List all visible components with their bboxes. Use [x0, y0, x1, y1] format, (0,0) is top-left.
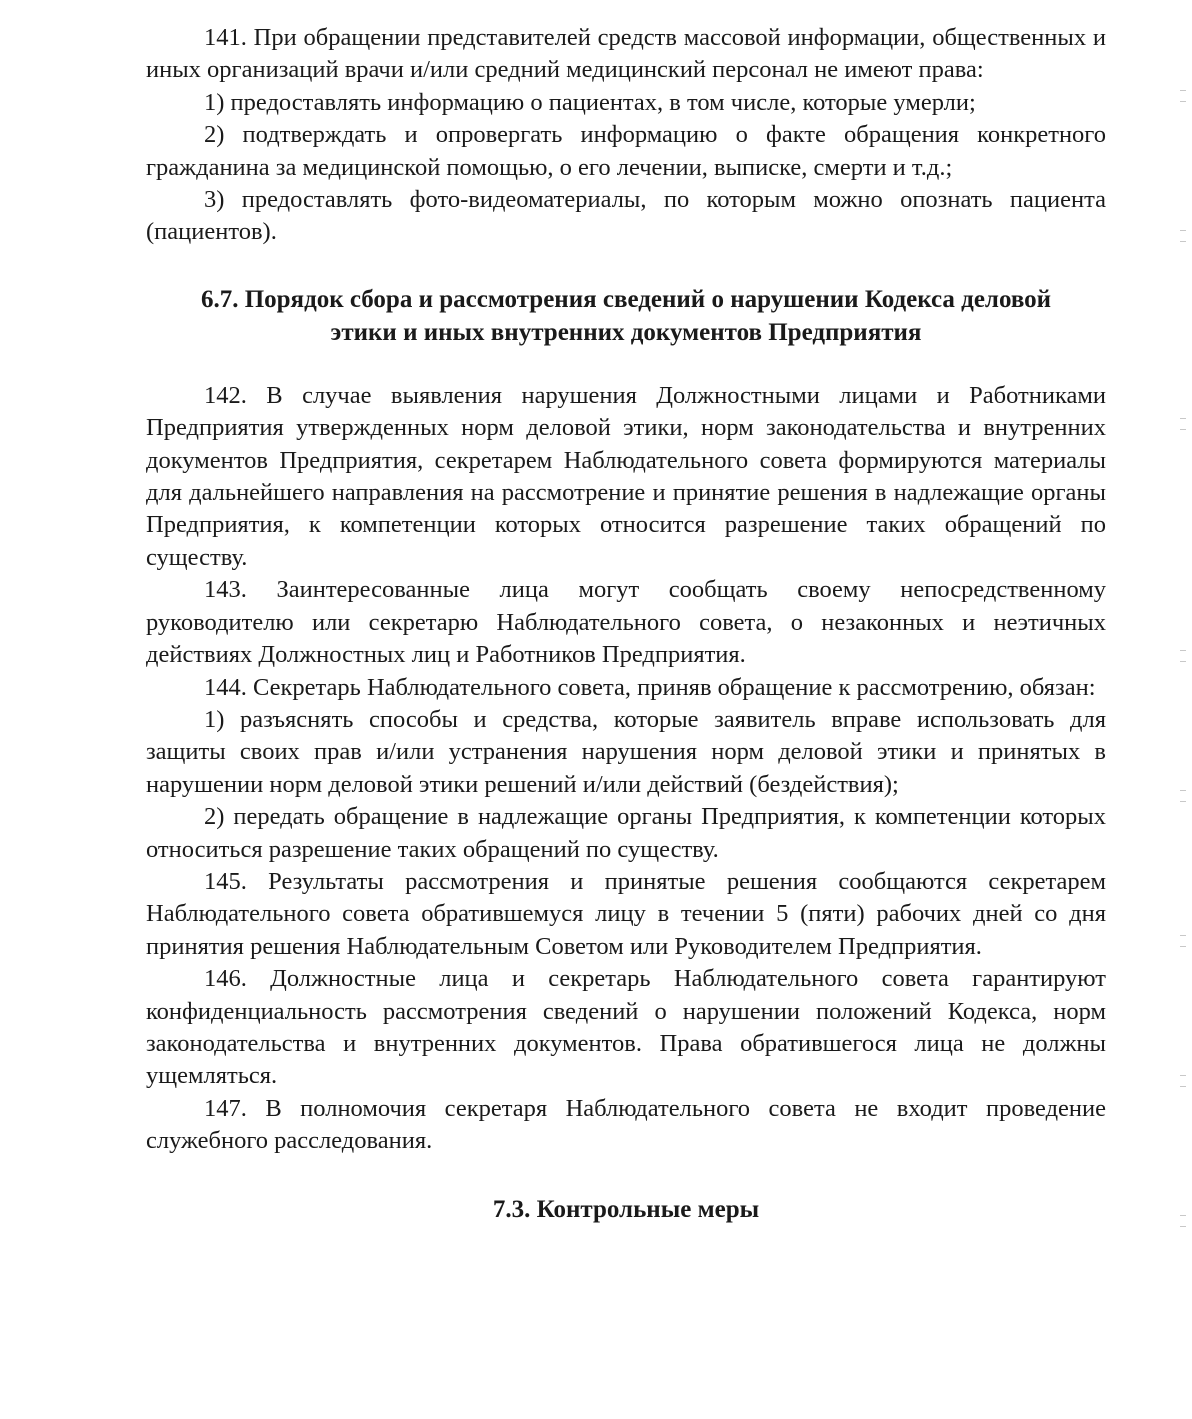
paragraph-146: 146. Должностные лица и секретарь Наблюдательного совета гарантируют конфиденциальность рассмотрения сведений о нарушении положений Кодекса, норм законодательства и внутренних документов. Права обратившегося лица не должны ущемляться.	[146, 965, 1106, 1090]
document-page	[146, 22, 1106, 1226]
paragraph-143: 143. Заинтересованные лица могут сообщать своему непосредственному руководителю или секретарю Наблюдательного совета, о незаконных и неэтичных действиях Должностных лиц и Работников Предприятия.	[146, 576, 1106, 669]
paragraph-147: 147. В полномочия секретаря Наблюдательного совета не входит проведение служебного расследования.	[146, 1094, 1106, 1155]
section-heading-6-7-line-2: этики и иных внутренних документов Предприятия	[330, 318, 922, 346]
scan-mark	[1180, 230, 1186, 242]
scan-mark	[1180, 650, 1186, 662]
paragraph-141-item-2: 2) подтверждать и опровергать информацию о факте обращения конкретного гражданина за медицинской помощью, о его лечении, выписке, смерти и т.д.;	[146, 121, 1106, 181]
scan-mark	[1180, 935, 1186, 947]
paragraph-141-item-3: 3) предоставлять фото-видеоматериалы, по которым можно опознать пациента (пациентов).	[146, 186, 1106, 246]
paragraph-145: 145. Результаты рассмотрения и принятые решения сообщаются секретарем Наблюдательного совета обратившемуся лицу в течении 5 (пяти) рабочих дней со дня принятия решения Наблюдательным Советом или Руководителем Предприятия.	[146, 867, 1106, 960]
scan-mark	[1180, 1075, 1186, 1087]
section-heading-6-7-line-1: 6.7. Порядок сбора и рассмотрения сведений о нарушении Кодекса деловой	[200, 285, 1052, 313]
section-heading-6-7	[146, 283, 1106, 349]
scan-mark	[1180, 790, 1186, 802]
paragraph-141-item-1: 1) предоставлять информацию о пациентах, в том числе, которые умерли;	[204, 88, 976, 116]
paragraph-144-item-2: 2) передать обращение в надлежащие органы Предприятия, к компетенции которых относиться разрешение таких обращений по существу.	[146, 803, 1106, 863]
paragraph-144-item-1: 1) разъяснять способы и средства, которые заявитель вправе использовать для защиты своих прав и/или устранения нарушения норм деловой этики и принятых в нарушении норм деловой этики решений и/или действий (бездействия);	[146, 705, 1106, 798]
scan-mark	[1180, 1215, 1186, 1227]
scan-mark	[1180, 90, 1186, 102]
scan-edge-marks	[1174, 0, 1190, 1419]
section-heading-7-3: 7.3. Контрольные меры	[492, 1195, 760, 1223]
scan-mark	[1180, 418, 1186, 430]
paragraph-144: 144. Секретарь Наблюдательного совета, приняв обращение к рассмотрению, обязан:	[204, 673, 1096, 701]
paragraph-141: 141. При обращении представителей средств массовой информации, общественных и иных организаций врачи и/или средний медицинский персонал не имеют права:	[146, 24, 1106, 84]
paragraph-142: 142. В случае выявления нарушения Должностными лицами и Работниками Предприятия утвержденных норм деловой этики, норм законодательства и внутренних документов Предприятия, секретарем Наблюдательного совета формируются материалы для дальнейшего направления на рассмотрение и принятие решения в надлежащие органы Предприятия, к компетенции которых относится разрешение таких обращений по существу.	[146, 381, 1106, 571]
